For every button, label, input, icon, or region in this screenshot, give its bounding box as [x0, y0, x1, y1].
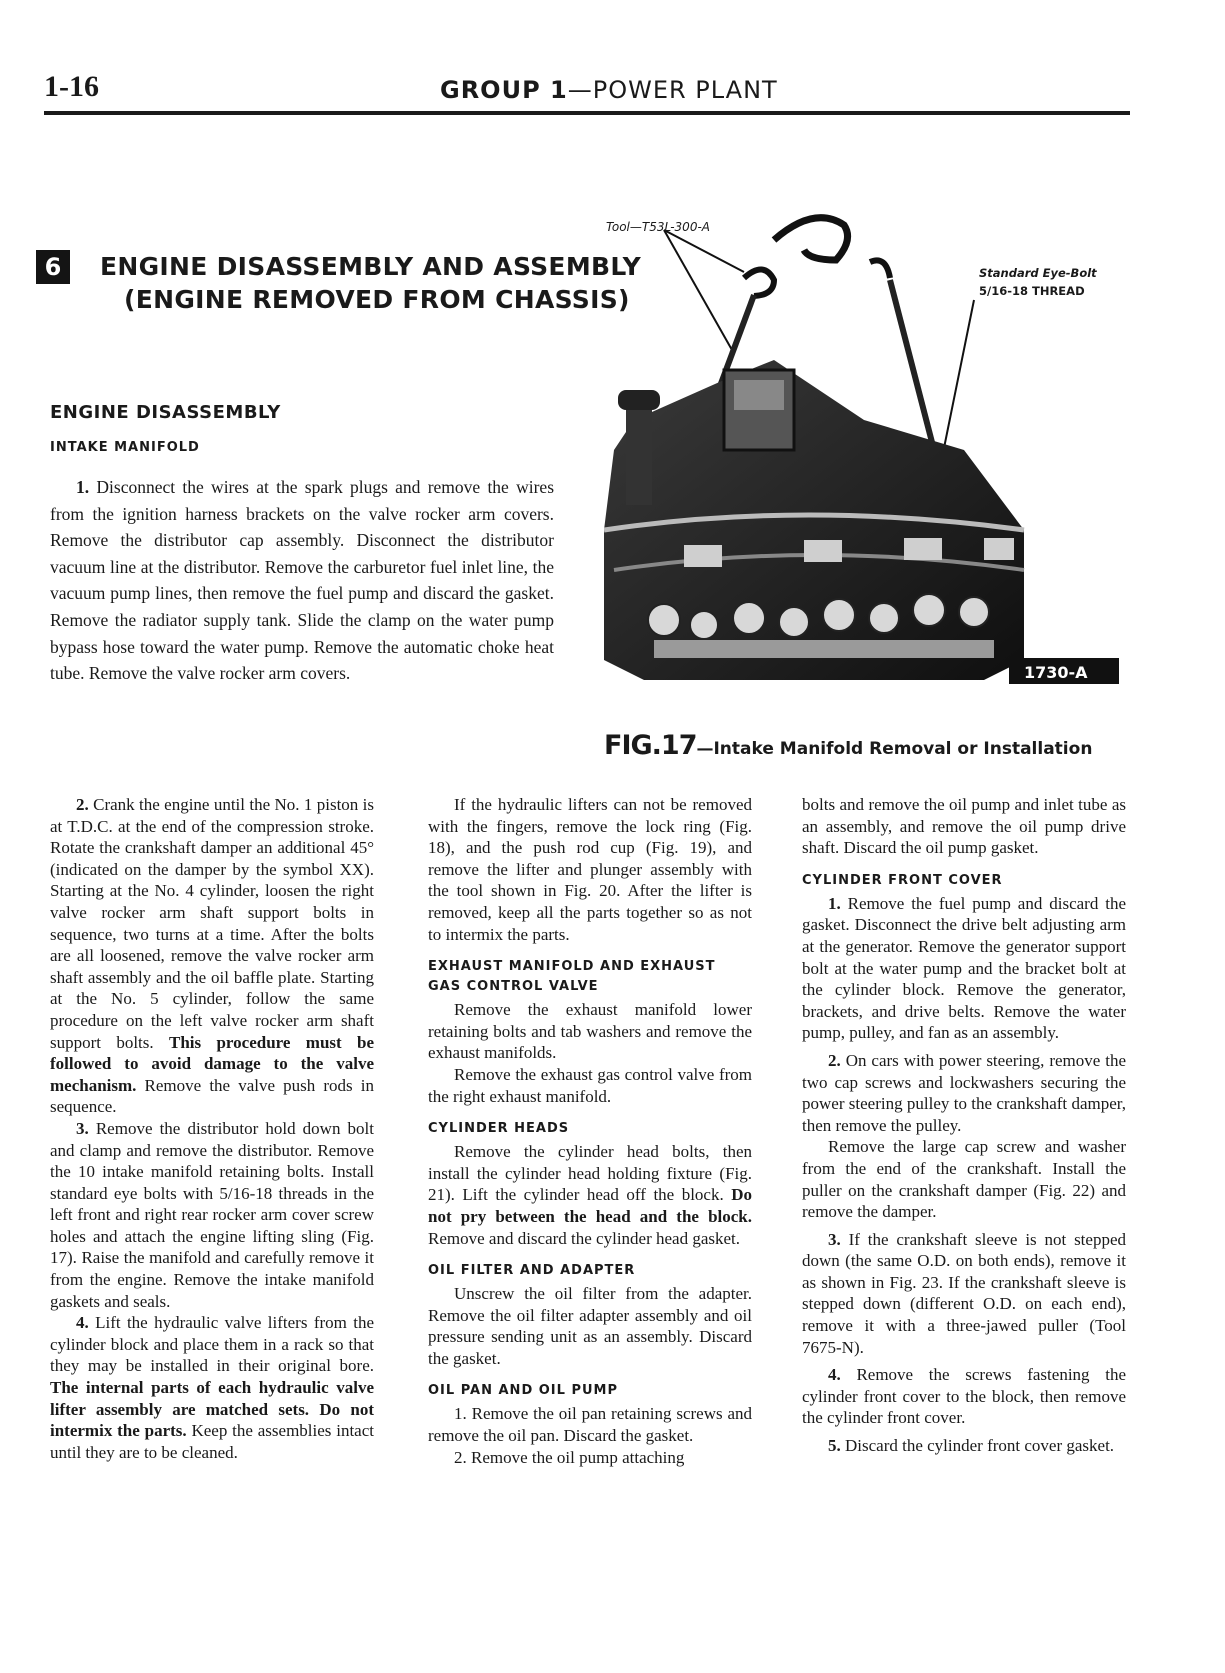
oil-pan-step-1 [428, 1403, 752, 1446]
step-text: Discard the cylinder front cover gasket. [845, 1436, 1115, 1456]
step-3 [50, 1118, 374, 1312]
step-text: Remove the fuel pump and discard the gasket. Disconnect the drive belt adjusting arm at the generator. Remove the generator support bolt at the water pump and the bracket bolt at the cylinder block. Remove the generator, brackets, and drive belts. Remove the water pump, pulley, and fan as an assembly. [802, 893, 1127, 1043]
figure-id-label: 1730-A [1024, 663, 1088, 682]
step-4 [50, 1312, 374, 1463]
engine-disassembly-heading: ENGINE DISASSEMBLY [50, 402, 281, 423]
figure-17 [604, 200, 1124, 720]
step-text: Keep the assemblies intact until they are to be cleaned. [50, 1421, 374, 1462]
step-text: Disconnect the wires at the spark plugs and remove the wires from the ignition harness brackets on the valve rocker arm covers. Remove the distributor cap assembly. Disconnect the distributor vacuum line at the distributor. Remove the carburetor fuel inlet line, the vacuum pump lines, then remove the fuel pump and discard the gasket. Remove the radiator supply tank. Slide the clamp on the water pump bypass hose toward the water pump. Remove the automatic choke heat tube. Remove the valve rocker arm covers. [50, 477, 555, 684]
front-cover-step-3 [802, 1229, 1126, 1359]
intro-step-1 [50, 474, 554, 687]
step-number: 2. [828, 1050, 841, 1070]
tool-label: Tool—T53L-300-A [606, 220, 710, 234]
step-number: 2. [454, 1447, 467, 1467]
section-badge: 6 [36, 250, 70, 284]
section-title [100, 250, 641, 316]
page-header [440, 76, 778, 104]
cylinder-heads-paragraph [428, 1141, 752, 1249]
header-dash: — [567, 76, 593, 104]
step-text: Remove the oil pan retaining screws and remove the oil pan. Discard the gasket. [428, 1404, 753, 1446]
text-column-2 [428, 794, 752, 1468]
step-number: 2. [76, 795, 89, 814]
warning-text: The internal parts of each hydraulic valve lifter assembly are matched sets. Do not intermix the parts. [50, 1378, 374, 1441]
oil-filter-heading: OIL FILTER AND ADAPTER [428, 1263, 636, 1279]
step-text: Remove the oil pump attaching [471, 1447, 685, 1467]
step-text: Lift the hydraulic valve lifters from the cylinder block and place them in a rack so that they may be installed in their original bore. [50, 1313, 374, 1376]
header-rule [44, 111, 1130, 115]
step-number: 4. [76, 1313, 89, 1333]
cylinder-heads-heading: CYLINDER HEADS [428, 1121, 570, 1137]
step-text: Remove the distributor hold down bolt and clamp and remove the distributor. Remove the 10 intake manifold retaining bolts. Install standard eye bolts with 5/16-18 threads in the left front and right rear rocker arm cover screw holes and attach the engine lifting sling (Fig. 17). Raise the manifold and carefully remove it from the engine. Remove the intake manifold gaskets and seals. [50, 1118, 374, 1311]
thread-label: 5/16-18 THREAD [979, 284, 1085, 298]
step-number: 3. [76, 1118, 89, 1138]
step-text: On cars with power steering, remove the two cap screws and lockwashers securing the power steering pulley to the crankshaft damper, then remove the pulley. [802, 1050, 1127, 1135]
header-title: POWER PLANT [592, 76, 778, 104]
step-text: If the crankshaft sleeve is not stepped down (the same O.D. on both ends), remove it as shown in Fig. 23. If the crankshaft sleeve is stepped down (different O.D. on each end), remove it with a three-jawed puller (Tool 7675-N). [802, 1229, 1126, 1357]
step-number: 1. [454, 1404, 467, 1424]
warning-text: This procedure must be followed to avoid damage to the valve mechanism. [50, 1032, 375, 1095]
oil-pan-heading: OIL PAN AND OIL PUMP [428, 1383, 619, 1399]
figure-caption-text: —Intake Manifold Removal or Installation [696, 739, 1093, 759]
step-2 [50, 794, 374, 1118]
step-text: Crank the engine until the No. 1 piston is at T.D.C. at the end of the compression stroke. Rotate the crankshaft damper an additional 45° (indicated on the damper by the symbol XX). Starting at the No. 4 cylinder, loosen the right valve rocker arm shaft support bolts in sequence, two turns at a time. After the bolts are all loosened, remove the valve rocker arm shaft assembly and the oil baffle plate. Starting at the No. 5 cylinder, follow the same procedure on the left valve rocker arm shaft support bolts. [50, 795, 375, 1052]
exhaust-heading: EXHAUST MANIFOLD AND EXHAUST GAS CONTROL VALVE [428, 959, 716, 995]
step-number: 4. [828, 1365, 841, 1385]
front-cover-heading: CYLINDER FRONT COVER [802, 872, 1003, 888]
exhaust-paragraph-1: Remove the exhaust manifold lower retaining bolts and tab washers and remove the exhaust manifolds. [428, 1000, 752, 1063]
front-cover-step-5 [802, 1435, 1126, 1457]
front-cover-step-2 [802, 1050, 1126, 1136]
figure-number: FIG.17 [604, 730, 697, 761]
intake-manifold-heading: INTAKE MANIFOLD [50, 440, 200, 455]
step-number: 1. [76, 477, 90, 497]
exhaust-paragraph-2: Remove the exhaust gas control valve from the right exhaust manifold. [428, 1064, 752, 1106]
figure-caption [604, 730, 1092, 761]
step-text: Remove the cylinder head bolts, then install the cylinder head holding fixture (Fig. 21). Lift the cylinder head off the block. [428, 1142, 752, 1205]
step-number: 3. [828, 1229, 841, 1249]
front-cover-step-1 [802, 893, 1126, 1044]
lifter-paragraph: If the hydraulic lifters can not be removed with the fingers, remove the lock ring (Fig. 18), and the push rod cup (Fig. 19), and remove the lifter and plunger assembly with the tool shown in Fig. 20. After the lifter is removed, keep all the parts together so as not to intermix the parts. [428, 795, 752, 944]
eyebolt-label: Standard Eye-Bolt [979, 266, 1097, 280]
section-title-line2: (ENGINE REMOVED FROM CHASSIS) [124, 285, 630, 314]
oil-pump-continued: bolts and remove the oil pump and inlet tube as an assembly, and remove the oil pump drive shaft. Discard the oil pump gasket. [802, 795, 1126, 858]
oil-filter-paragraph: Unscrew the oil filter from the adapter. Remove the oil filter adapter assembly and oil pressure sending unit as an assembly. Discard the gasket. [428, 1284, 752, 1368]
step-number: 1. [828, 893, 841, 913]
step-text: Remove the screws fastening the cylinder front cover to the block, then remove the cylinder front cover. [802, 1365, 1127, 1428]
front-cover-step-2b: Remove the large cap screw and washer from the end of the crankshaft. Install the puller on the crankshaft damper (Fig. 22) and remove the damper. [802, 1137, 1126, 1222]
text-column-3 [802, 794, 1126, 1457]
page-number: 1-16 [44, 70, 99, 103]
step-text: Remove the valve push rods in sequence. [50, 1075, 374, 1117]
warning-text: Do not pry between the head and the block. [428, 1185, 753, 1226]
step-text: Remove and discard the cylinder head gasket. [428, 1228, 741, 1248]
text-column-1 [50, 794, 374, 1463]
oil-pan-step-2 [428, 1447, 752, 1469]
group-label: GROUP 1 [440, 76, 568, 104]
section-title-line1: ENGINE DISASSEMBLY AND ASSEMBLY [100, 252, 642, 281]
front-cover-step-4 [802, 1364, 1126, 1429]
step-number: 5. [828, 1436, 841, 1456]
